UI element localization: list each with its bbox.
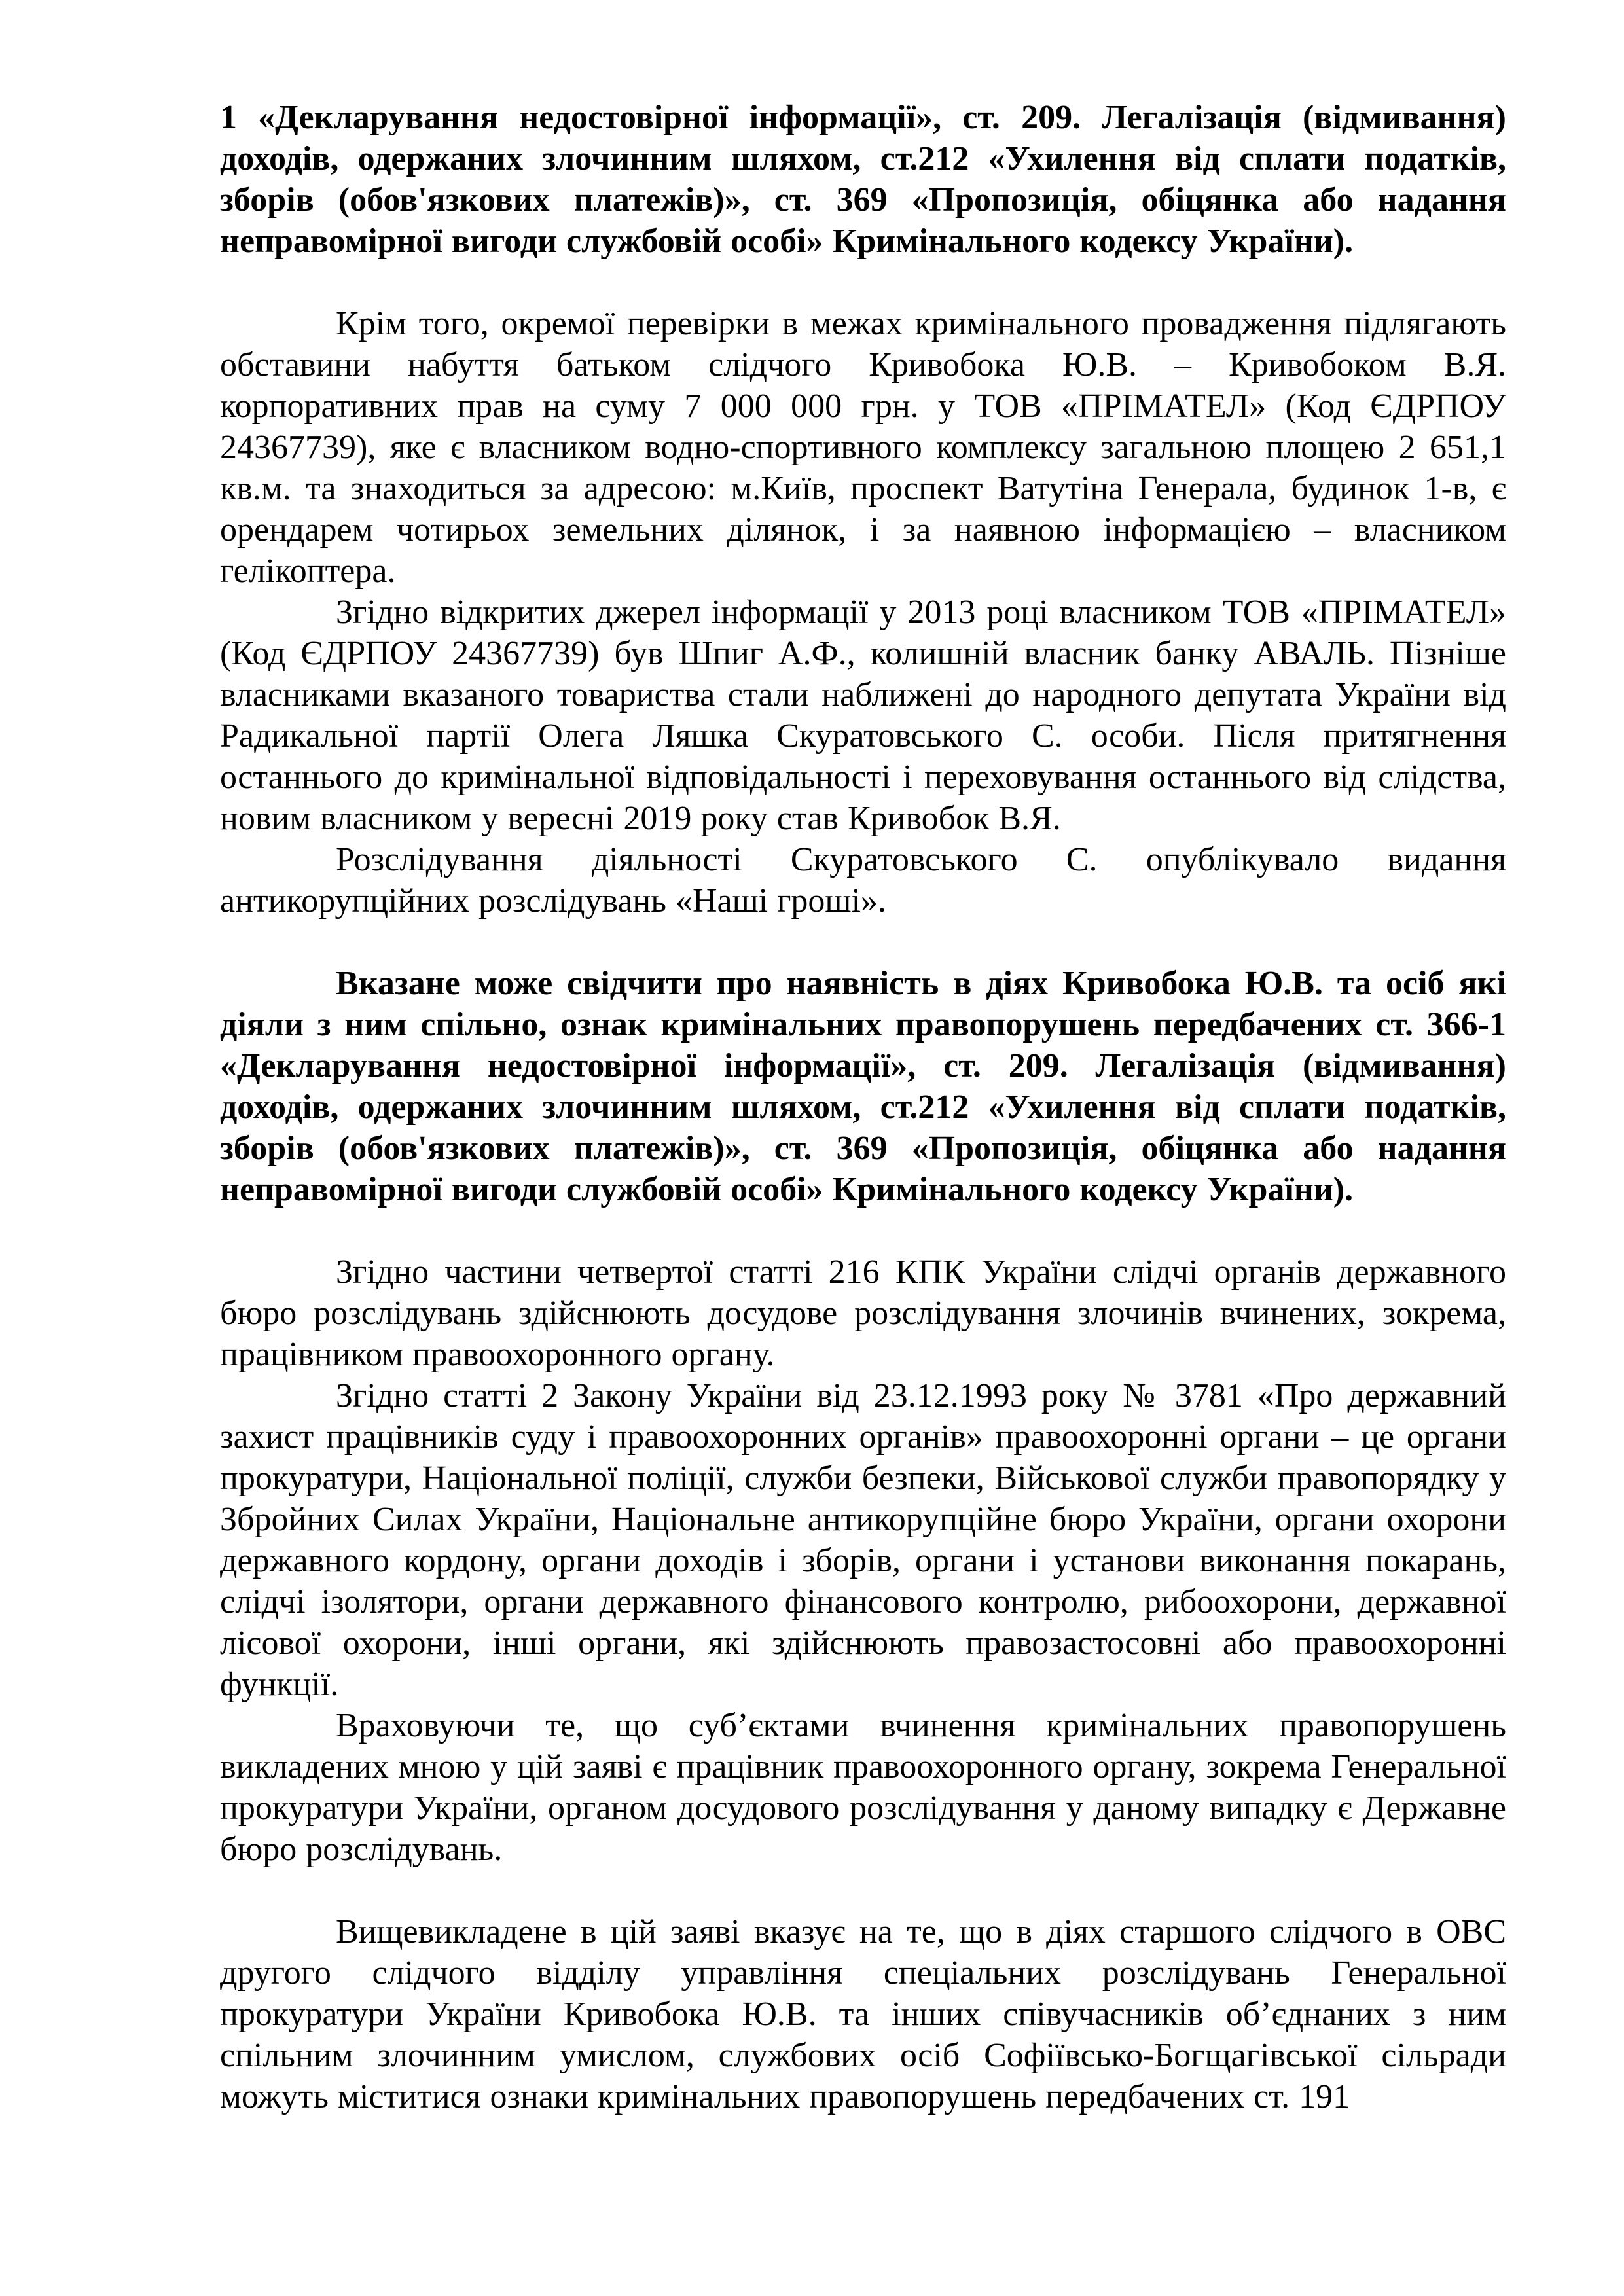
paragraph-2: Крім того, окремої перевірки в межах кримінального провадження підлягають обставини набуття батьком слідчого Кривобока Ю.В. – Кривобоком В.Я. корпоративних прав на суму 7 000 000 грн. у ТОВ «ПРІМАТЕЛ» (Код ЄДРПОУ 24367739), яке є власником водно-спортивного комплексу загальною площею 2 651,1 кв.м. та знаходиться за адресою: м.Київ, проспект Ватутіна Генерала, будинок 1-в, є орендарем чотирьох земельних ділянок, і за наявною інформацією – власником гелікоптера.	[220, 305, 1506, 590]
paragraph-6: Згідно частини четвертої статті 216 КПК України слідчі органів державного бюро розслідувань здійснюють досудове розслідування злочинів вчинених, зокрема, працівником правоохоронного органу.	[220, 1253, 1506, 1373]
paragraph-8: Враховуючи те, що суб’єктами вчинення кримінальних правопорушень викладених мною у цій заяві є працівник правоохоронного органу, зокрема Генеральної прокуратури України, органом досудового розслідування у даному випадку є Державне бюро розслідувань.	[220, 1707, 1506, 1868]
paragraph-1: 1 «Декларування недостовірної інформації», ст. 209. Легалізація (відмивання) доходів, одержаних злочинним шляхом, ст.212 «Ухилення від сплати податків, зборів (обов'язкових платежів)», ст. 369 «Пропозиція, обіцянка або надання неправомірної вигоди службовій особі» Кримінального кодексу України).	[220, 99, 1506, 260]
paragraph-4: Розслідування діяльності Скуратовського С. опублікувало видання антикорупційних розслідувань «Наші гроші».	[220, 841, 1506, 920]
paragraph-7: Згідно статті 2 Закону України від 23.12.1993 року № 3781 «Про державний захист працівників суду і правоохоронних органів» правоохоронні органи – це органи прокуратури, Національної поліції, служби безпеки, Військової служби правопорядку у Збройних Силах України, Національне антикорупційне бюро України, органи охорони державного кордону, органи доходів і зборів, органи і установи виконання покарань, слідчі ізолятори, органи державного фінансового контролю, рибоохорони, державної лісової охорони, інші органи, які здійснюють правозастосовні або правоохоронні функції.	[220, 1377, 1506, 1703]
paragraph-5: Вказане може свідчити про наявність в діях Кривобока Ю.В. та осіб які діяли з ним спільно, ознак кримінальних правопорушень передбачених ст. 366-1 «Декларування недостовірної інформації», ст. 209. Легалізація (відмивання) доходів, одержаних злочинним шляхом, ст.212 «Ухилення від сплати податків, зборів (обов'язкових платежів)», ст. 369 «Пропозиція, обіцянка або надання неправомірної вигоди службовій особі» Кримінального кодексу України).	[220, 965, 1506, 1208]
paragraph-9: Вищевикладене в цій заяві вказує на те, що в діях старшого слідчого в ОВС другого слідчого відділу управління спеціальних розслідувань Генеральної прокуратури України Кривобока Ю.В. та інших співучасників об’єднаних з ним спільним злочинним умислом, службових осіб Софіївсько-Богщагівської сільради можуть міститися ознаки кримінальних правопорушень передбачених ст. 191	[220, 1913, 1506, 2115]
paragraph-3: Згідно відкритих джерел інформації у 2013 році власником ТОВ «ПРІМАТЕЛ» (Код ЄДРПОУ 24367739) був Шпиг А.Ф., колишній власник банку АВАЛЬ. Пізніше власниками вказаного товариства стали наближені до народного депутата України від Радикальної партії Олега Ляшка Скуратовського С. особи. Після притягнення останнього до кримінальної відповідальності і переховування останнього від слідства, новим власником у вересні 2019 року став Кривобок В.Я.	[220, 594, 1506, 837]
document-content	[220, 97, 1506, 2117]
